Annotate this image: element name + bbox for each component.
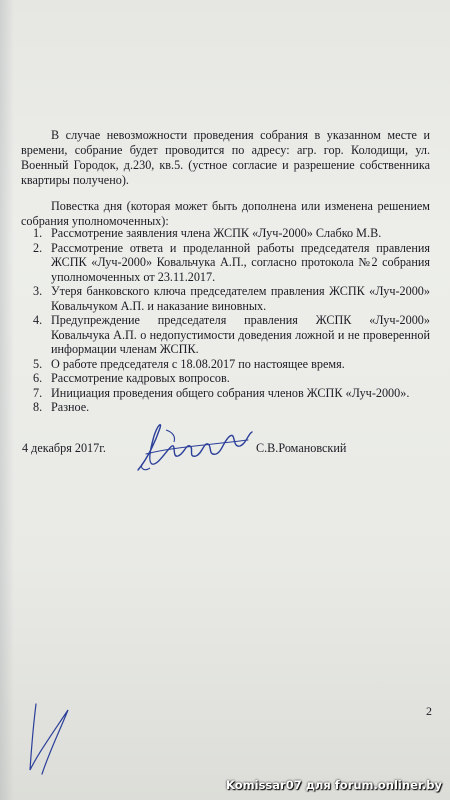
agenda-item (33, 313, 430, 357)
agenda-item-number: 3. (33, 284, 43, 298)
agenda-item-text: Предупреждение председателя правления ЖСПК «Луч-2000» Ковальчука А.П. о недопустимости доведения ложной и не проверенной информации членам ЖСПК. (51, 313, 430, 356)
agenda-intro-paragraph (21, 199, 430, 229)
agenda-item (33, 371, 430, 386)
agenda-item (33, 284, 430, 313)
handwritten-signature (128, 418, 268, 480)
agenda-item-text: Рассмотрение кадровых вопросов. (51, 371, 230, 385)
agenda-item-number: 5. (33, 356, 43, 371)
agenda-item-number: 6. (33, 371, 43, 385)
document-date: 4 декабря 2017г. (22, 441, 106, 455)
intro-paragraph-text: В случае невозможности проведения собрания в указанном месте и времени, собрание будет проводится по адресу: агр. гор. Колодищи, ул. Военный Городок, д.230, кв.5. (устное согласие и разрешение собственника квартиры получено). (21, 128, 430, 187)
agenda-item-text: Инициация проведения общего собрания членов ЖСПК «Луч-2000». (51, 385, 410, 400)
agenda-list (33, 226, 430, 415)
agenda-item (33, 400, 430, 415)
agenda-item-text: Утеря банковского ключа председателем правления ЖСПК «Луч-2000» Ковальчуком А.П. и наказание виновных. (51, 284, 430, 313)
signer-name: С.В.Романовский (256, 441, 347, 455)
agenda-item-number: 4. (33, 313, 43, 327)
agenda-item-number: 7. (33, 385, 43, 400)
agenda-item-number: 8. (33, 400, 43, 414)
agenda-item-number: 2. (33, 240, 43, 255)
margin-scribble (24, 700, 74, 776)
agenda-intro-text: Повестка дня (которая может быть дополнена или изменена решением собрания уполномоченных): (21, 199, 430, 228)
agenda-item (33, 240, 430, 285)
agenda-item-text: Разное. (51, 400, 90, 414)
agenda-item-text: О работе председателя с 18.08.2017 по настоящее время. (51, 356, 345, 371)
watermark: Komissar07 для forum.onliner.by (226, 778, 442, 792)
agenda-item (33, 385, 430, 401)
agenda-item-number: 1. (33, 226, 43, 240)
agenda-item-text: Рассмотрение заявления члена ЖСПК «Луч-2000» Слабко М.В. (51, 226, 382, 240)
agenda-item (33, 356, 430, 372)
agenda-item (33, 226, 430, 241)
intro-paragraph (21, 128, 430, 188)
agenda-item-text: Рассмотрение ответа и проделанной работы председателя правления ЖСПК «Луч-2000» Ковальчука А.П., согласно протокола №2 собрания уполномоченных от 23.11.2017. (51, 240, 430, 284)
page-number: 2 (426, 704, 432, 718)
